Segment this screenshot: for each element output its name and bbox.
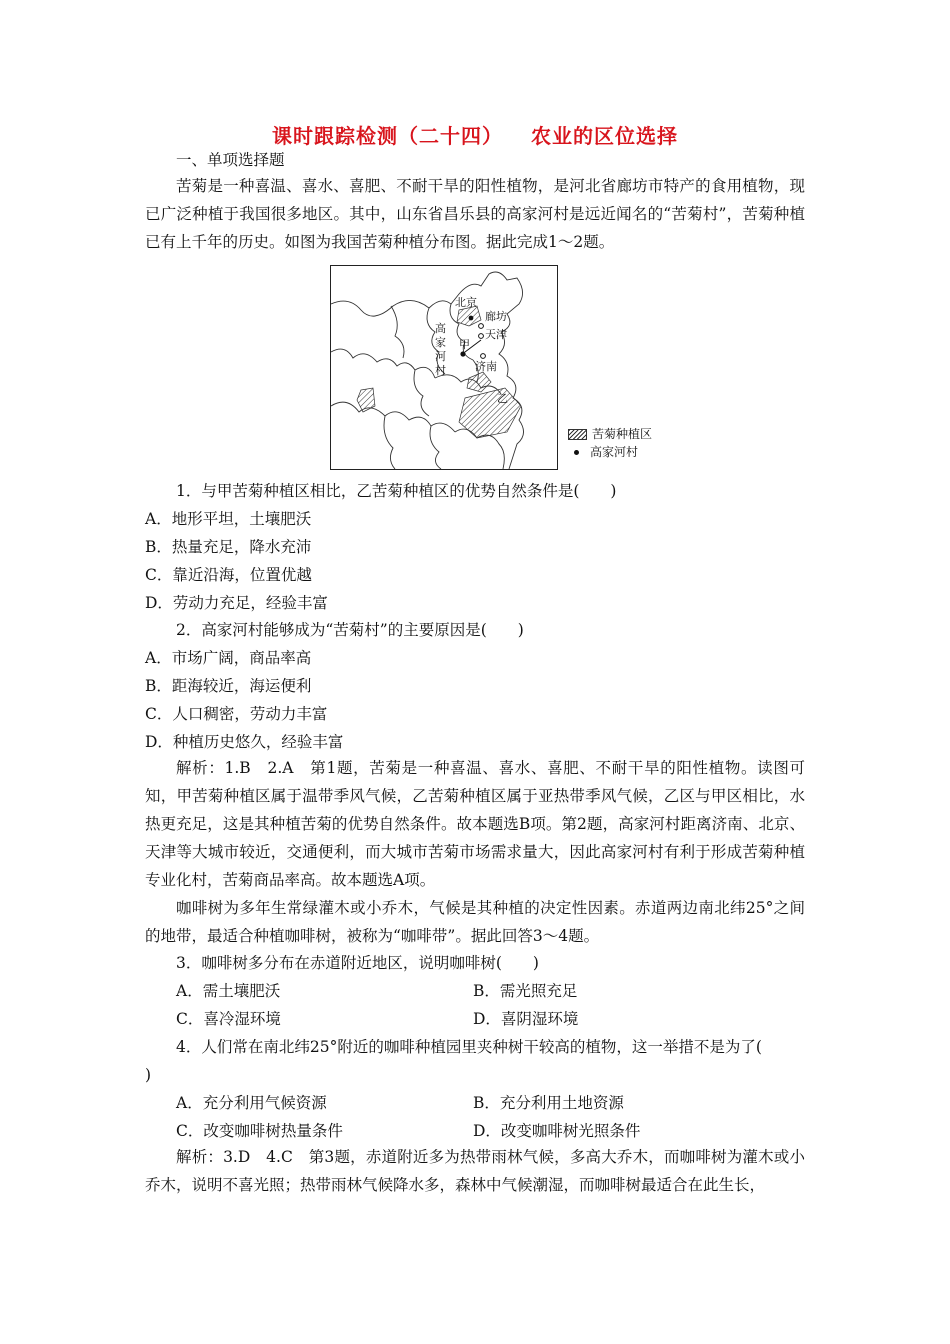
beijing-marker [469, 316, 474, 321]
q4-option-b: B．充分利用土地资源 [473, 1094, 624, 1112]
q2-option-b: B．距海较近，海运便利 [145, 677, 312, 695]
kuju-area-jia [457, 306, 481, 326]
q4-stem-line2: ) [145, 1066, 152, 1084]
legend-row-area [568, 425, 652, 443]
jinan-marker [481, 354, 486, 359]
langfang-marker [479, 324, 484, 329]
label-gaojia-2: 家 [435, 336, 446, 349]
map-legend [568, 425, 652, 461]
q3-option-c: C．喜冷湿环境 [176, 1010, 281, 1028]
q2-option-a: A．市场广阔，商品率高 [145, 649, 312, 667]
legend-hatch-swatch [568, 429, 587, 440]
map-svg [331, 266, 557, 469]
title-part2: 农业的区位选择 [531, 124, 678, 148]
legend-village-label: 高家河村 [590, 445, 639, 459]
intro-paragraph-1: 苦菊是一种喜温、喜水、喜肥、不耐干旱的阳性植物，是河北省廊坊市特产的食用植物，现已广泛种植于我国很多地区。其中，山东省昌乐县的高家河村是远近闻名的“苦菊村”，苦菊种植已有上千年的历史。如图为我国苦菊种植分布图。据此完成1～2题。 [145, 177, 805, 251]
q4-stem-line1: 4．人们常在南北纬25°附近的咖啡种植园里夹种树干较高的植物，这一举措不是为了( [176, 1038, 762, 1056]
q2-option-c: C．人口稠密，劳动力丰富 [145, 705, 328, 723]
q2-stem: 2．高家河村能够成为“苦菊村”的主要原因是( ) [176, 621, 524, 639]
map-boundary-6 [331, 402, 455, 432]
q3-option-b: B．需光照充足 [473, 982, 578, 1000]
q2-option-d: D．种植历史悠久，经验丰富 [145, 733, 344, 751]
label-gaojia-4: 村 [435, 364, 446, 377]
label-yi: 乙 [497, 392, 508, 405]
q1-option-b: B．热量充足，降水充沛 [145, 538, 312, 556]
q4-option-a: A．充分利用气候资源 [176, 1094, 327, 1112]
map-boundary-7 [430, 426, 441, 469]
page-title [0, 120, 950, 149]
kuju-distribution-map [330, 265, 558, 470]
analysis-1-2: 解析：1.B 2.A 第1题，苦菊是一种喜温、喜水、喜肥、不耐干旱的阳性植物。读图可知，甲苦菊种植区属于温带季风气候，乙苦菊种植区属于亚热带季风气候，乙区与甲区相比，水热更充足，这是其种植苦菊的优势自然条件。故本题选B项。第2题，高家河村距离济南、北京、天津等大城市较近，交通便利，而大城市苦菊市场需求量大，因此高家河村有利于形成苦菊种植专业化村，苦菊商品率高。故本题选A项。 [145, 759, 805, 889]
q1-option-c: C．靠近沿海，位置优越 [145, 566, 312, 584]
label-tianjin: 天津 [485, 328, 507, 341]
intro-paragraph-2: 咖啡树为多年生常绿灌木或小乔木，气候是其种植的决定性因素。赤道两边南北纬25°之间的地带，最适合种植咖啡树，被称为“咖啡带”。据此回答3～4题。 [145, 899, 805, 945]
map-boundary-9 [384, 416, 395, 469]
legend-area-label: 苦菊种植区 [592, 427, 653, 441]
gaojia-village-marker [460, 351, 465, 356]
kuju-area-yi [459, 388, 521, 438]
tianjin-marker [479, 334, 484, 339]
label-jia: 甲 [459, 338, 470, 351]
q3-stem: 3．咖啡树多分布在赤道附近地区，说明咖啡树( ) [176, 954, 539, 972]
label-langfang: 廊坊 [485, 310, 507, 323]
label-jinan: 济南 [475, 360, 497, 373]
q1-option-a: A．地形平坦，土壤肥沃 [145, 510, 312, 528]
map-boundary-1 [331, 349, 435, 378]
q3-option-a: A．需土壤肥沃 [176, 982, 281, 1000]
q4-option-d: D．改变咖啡树光照条件 [473, 1122, 641, 1140]
legend-dot-icon [574, 450, 579, 455]
q1-stem: 1．与甲苦菊种植区相比，乙苦菊种植区的优势自然条件是( ) [176, 482, 617, 500]
map-boundary-north [331, 272, 523, 332]
section-heading: 一、单项选择题 [176, 151, 285, 169]
q3-option-d: D．喜阴湿环境 [473, 1010, 579, 1028]
analysis-3-4: 解析：3.D 4.C 第3题，赤道附近多为热带雨林气候，多高大乔木，而咖啡树为灌木或小乔木，说明不喜光照；热带雨林气候降水多，森林中气候潮湿，而咖啡树最适合在此生长， [145, 1148, 805, 1194]
q4-option-c: C．改变咖啡树热量条件 [176, 1122, 343, 1140]
q1-option-d: D．劳动力充足，经验丰富 [145, 594, 328, 612]
map-boundary-2 [391, 306, 404, 358]
kuju-area-east [467, 372, 491, 392]
label-gaojia-3: 河 [435, 350, 446, 363]
map-boundary-11 [414, 370, 429, 416]
title-part1: 课时跟踪检测（二十四） [272, 124, 503, 148]
label-gaojia-1: 高 [435, 322, 446, 335]
legend-row-village [568, 443, 652, 461]
label-beijing: 北京 [455, 296, 477, 309]
